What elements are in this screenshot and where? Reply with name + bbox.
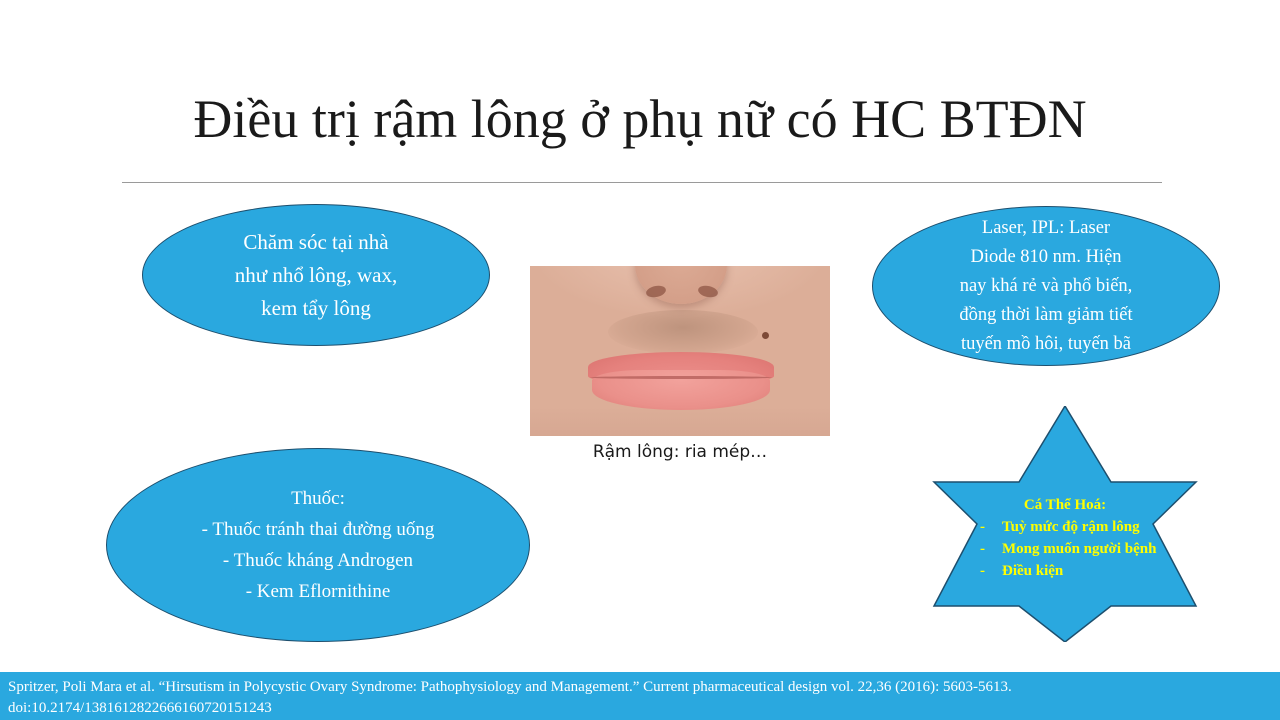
drugs-line-1: Thuốc: [291,488,345,509]
drugs-line-4: - Kem Eflornithine [245,581,391,602]
laser-line-1: Laser, IPL: Laser [981,217,1111,238]
laser-text [873,214,1219,359]
drugs-line-3: - Thuốc kháng Androgen [222,550,414,571]
photo-mole [762,332,769,339]
drugs-text [107,483,529,607]
citation-line-2: doi:10.2174/1381612822666160720151243 [8,700,272,716]
hirsutism-photo [530,266,830,436]
citation-line-1: Spritzer, Poli Mara et al. “Hirsutism in Polycystic Ovary Syndrome: Pathophysiology and Management.” Current pharmaceutical design vol. 22,36 (2016): 5603-5613. [8,679,1012,695]
drugs-line-2: - Thuốc tránh thai đường uống [201,519,435,540]
shape-personalization-star[interactable] [866,406,1264,642]
photo-caption: Rậm lông: ria mép… [592,442,768,462]
star-list-item-3 [980,560,1204,582]
photo-upper-lip-hair [608,310,758,354]
laser-line-3: nay khá rẻ và phổ biến, [959,275,1133,296]
home-care-line-1: Chăm sóc tại nhà [243,229,389,254]
star-dash-3: - [980,563,985,579]
home-care-line-2: như nhổ lông, wax, [234,262,398,287]
laser-line-4: đồng thời làm giảm tiết [959,304,1133,325]
star-item-2-label: Mong muốn người bệnh [1002,541,1157,557]
star-list-item-1 [980,516,1204,538]
shape-home-care[interactable] [142,204,490,346]
shape-laser[interactable] [872,206,1220,366]
star-list [926,516,1204,582]
laser-line-5: tuyến mồ hôi, tuyến bã [960,333,1132,354]
home-care-line-3: kem tẩy lông [261,295,371,320]
star-heading: Cá Thể Hoá: [1023,497,1107,513]
laser-line-2: Diode 810 nm. Hiện [970,246,1122,267]
star-list-item-2 [980,538,1204,560]
home-care-text [143,226,489,325]
photo-chin [530,406,830,436]
photo-lip-line [590,376,772,379]
page-title: Điều trị rậm lông ở phụ nữ có HC BTĐN [193,89,1087,149]
star-dash-2: - [980,541,985,557]
shape-drugs[interactable] [106,448,530,642]
star-dash-1: - [980,519,985,535]
star-item-3-label: Điều kiện [1002,563,1064,579]
star-item-1-label: Tuỳ mức độ rậm lông [1002,519,1140,535]
title-divider [122,182,1162,183]
citation-footer [0,672,1280,720]
star-text [926,494,1204,582]
